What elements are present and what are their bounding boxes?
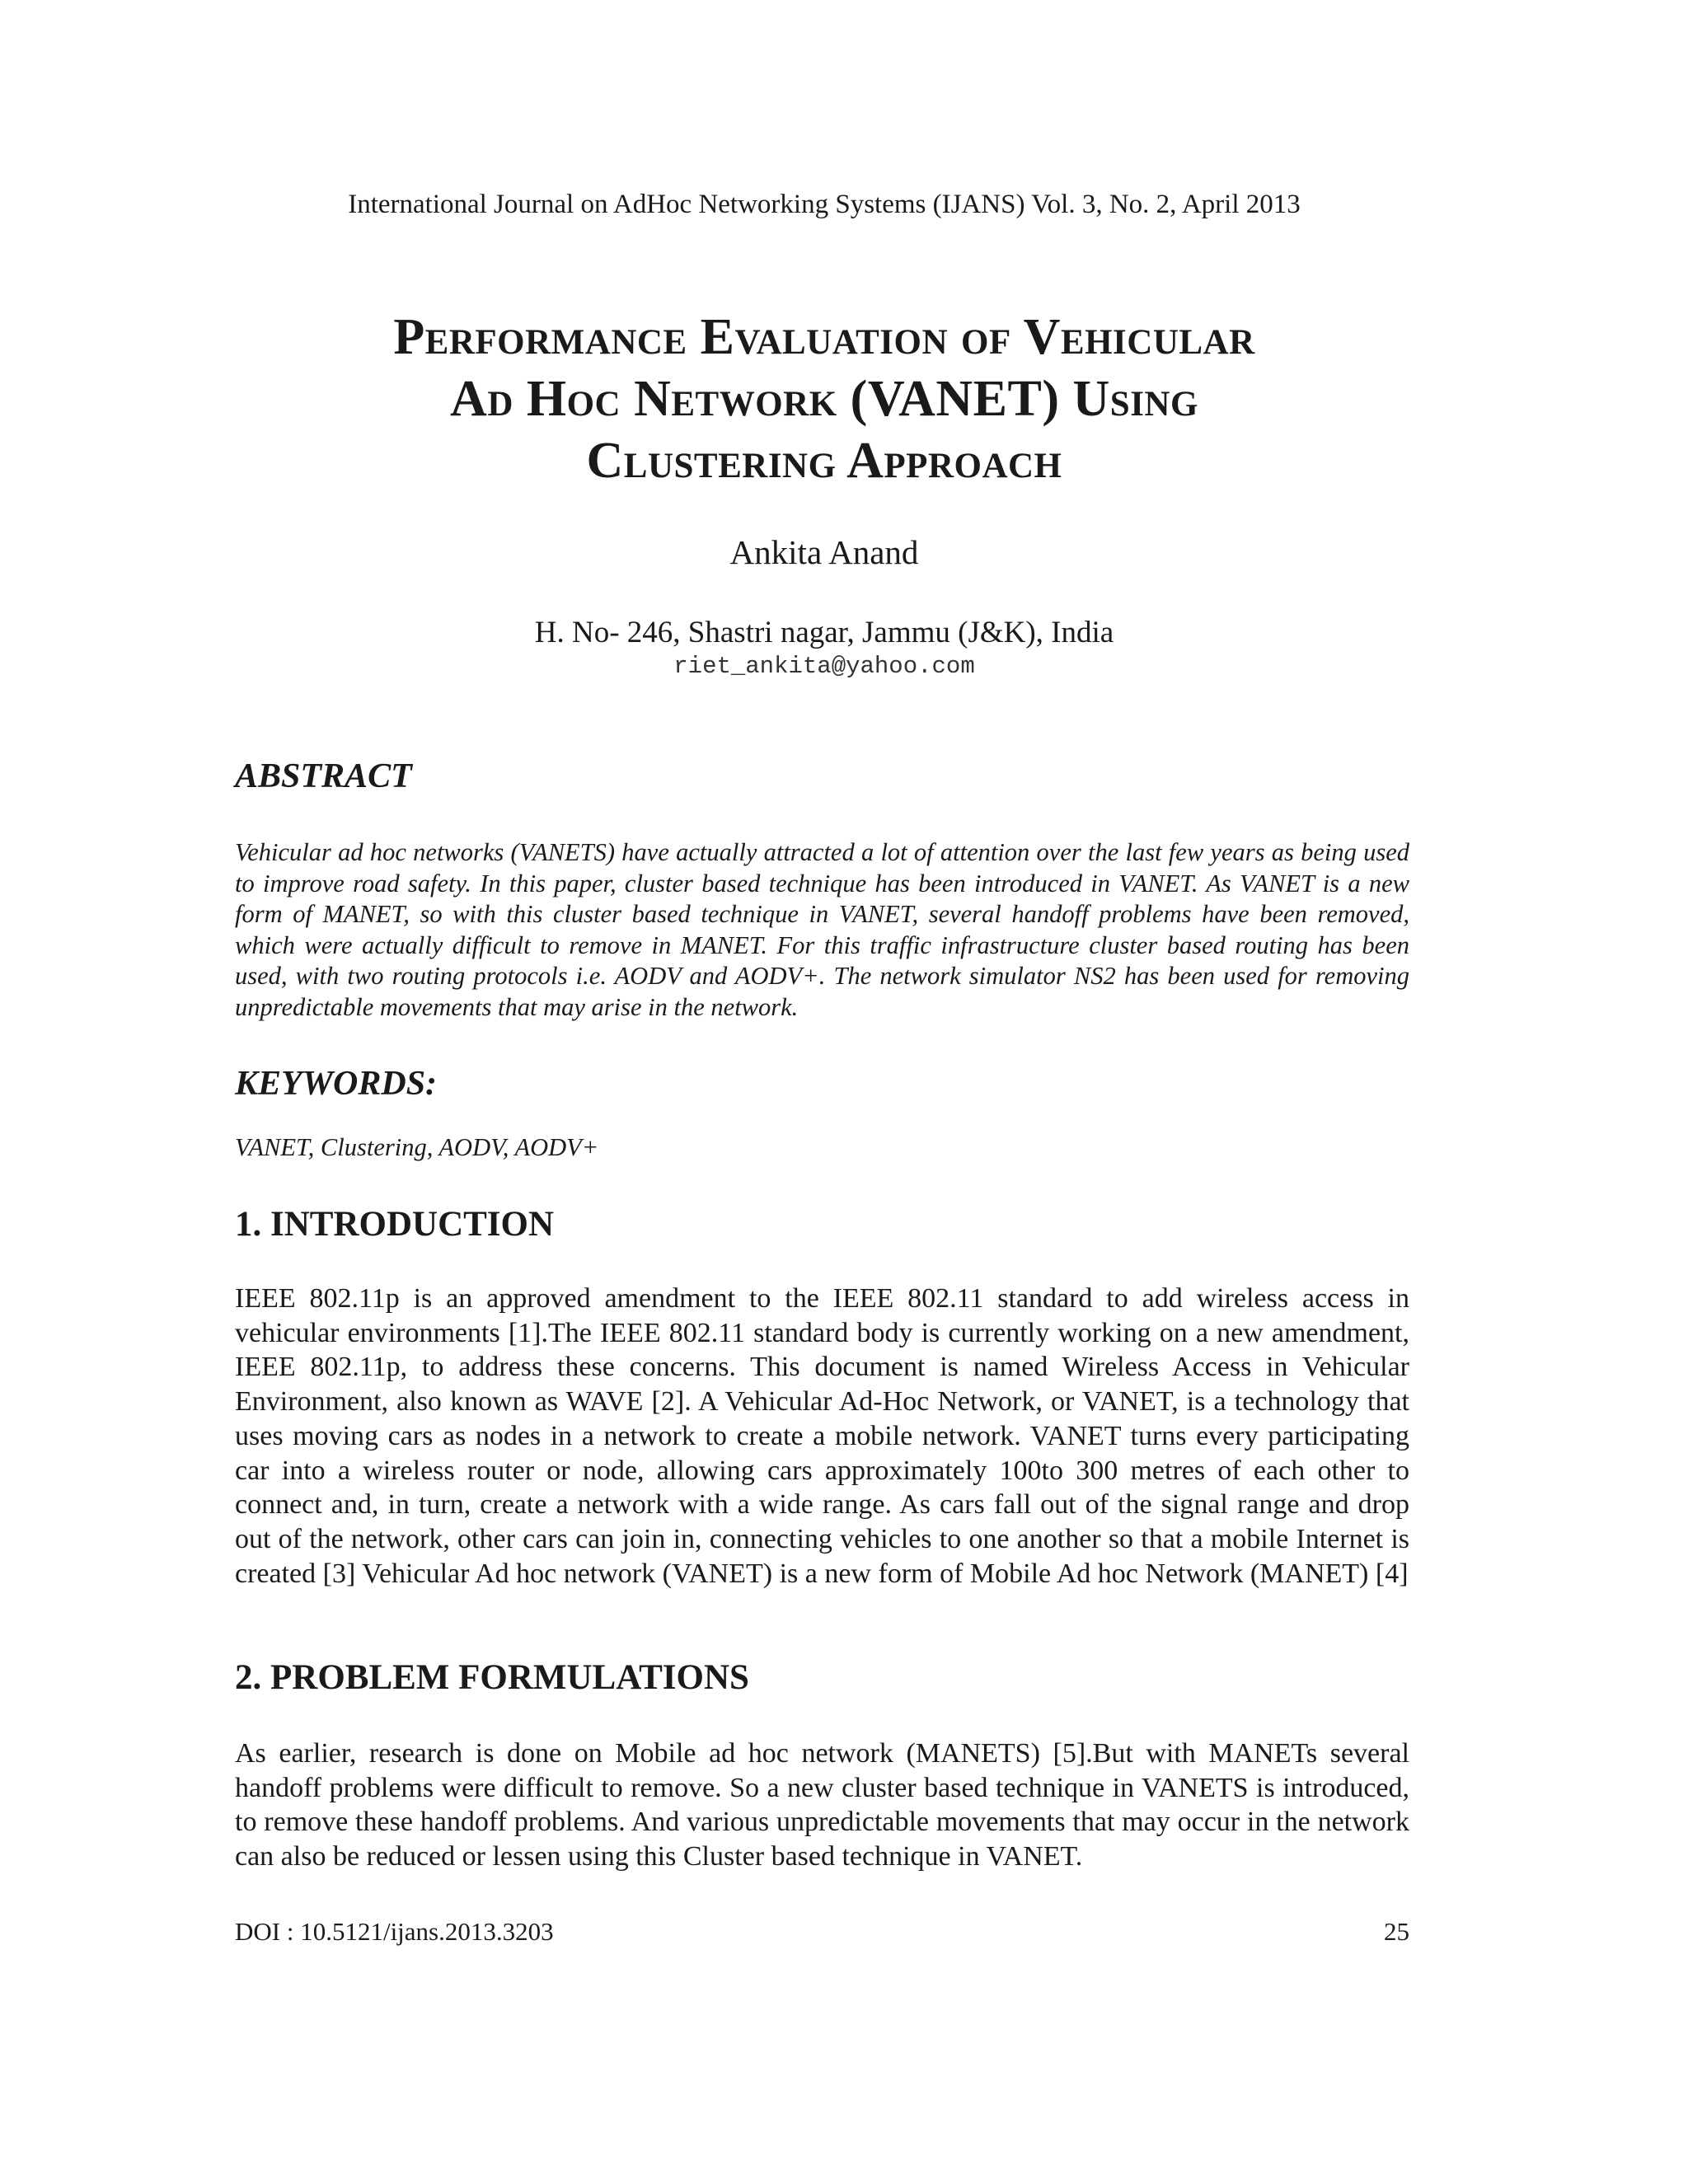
title-line: Clustering Approach <box>586 433 1062 489</box>
problem-formulations-text: As earlier, research is done on Mobile ad hoc network (MANETS) [5].But with MANETs several handoff problems were difficult to remove. So a new cluster based technique in VANETS is introduced, to remove these handoff problems. And various unpredictable movements that may occur in the network can also be reduced or lessen using this Cluster based technique in VANET. <box>235 1738 1409 1872</box>
keywords-heading: KEYWORDS: <box>235 1065 438 1103</box>
doi-footer[interactable]: DOI : 10.5121/ijans.2013.3203 <box>235 1917 554 1946</box>
problem-formulations-heading: 2. PROBLEM FORMULATIONS <box>235 1658 749 1697</box>
abstract-heading: ABSTRACT <box>235 757 412 795</box>
keywords-text: VANET, Clustering, AODV, AODV+ <box>235 1133 599 1161</box>
journal-header: International Journal on AdHoc Networking Systems (IJANS) Vol. 3, No. 2, April 2013 <box>348 190 1301 219</box>
page-number: 25 <box>1384 1917 1409 1946</box>
title-line: Ad Hoc Network (VANET) Using <box>450 371 1198 427</box>
introduction-heading: 1. INTRODUCTION <box>235 1205 555 1244</box>
author-email[interactable]: riet_ankita@yahoo.com <box>673 653 975 680</box>
introduction-text: IEEE 802.11p is an approved amendment to the IEEE 802.11 standard to add wireless access in vehicular environments [1].The IEEE 802.11 standard body is currently working on a new amendment, IEEE 802.11p, to address these concerns. This document is named Wireless Access in Vehicular Environment, also known as WAVE [2]. A Vehicular Ad-Hoc Network, or VANET, is a technology that uses moving cars as nodes in a network to create a mobile network. VANET turns every participating car into a wireless router or node, allowing cars approximately 100to 300 metres of each other to connect and, in turn, create a network with a wide range. As cars fall out of the signal range and drop out of the network, other cars can join in, connecting vehicles to one another so that a mobile Internet is created [3] Vehicular Ad hoc network (VANET) is a new form of Mobile Ad hoc Network (MANET) [4] <box>235 1283 1409 1589</box>
author-affiliation: H. No- 246, Shastri nagar, Jammu (J&K), India <box>534 616 1114 649</box>
paper-title <box>124 307 1525 492</box>
title-line: Performance Evaluation of Vehicular <box>393 309 1255 365</box>
author-name: Ankita Anand <box>729 533 919 571</box>
abstract-text: Vehicular ad hoc networks (VANETS) have actually attracted a lot of attention over the last few years as being used to improve road safety. In this paper, cluster based technique has been introduced in VANET. As VANET is a new form of MANET, so with this cluster based technique in VANET, several handoff problems have been removed, which were actually difficult to remove in MANET. For this traffic infrastructure cluster based routing has been used, with two routing protocols i.e. AODV and AODV+. The network simulator NS2 has been used for removing unpredictable movements that may arise in the network. <box>235 838 1409 1021</box>
